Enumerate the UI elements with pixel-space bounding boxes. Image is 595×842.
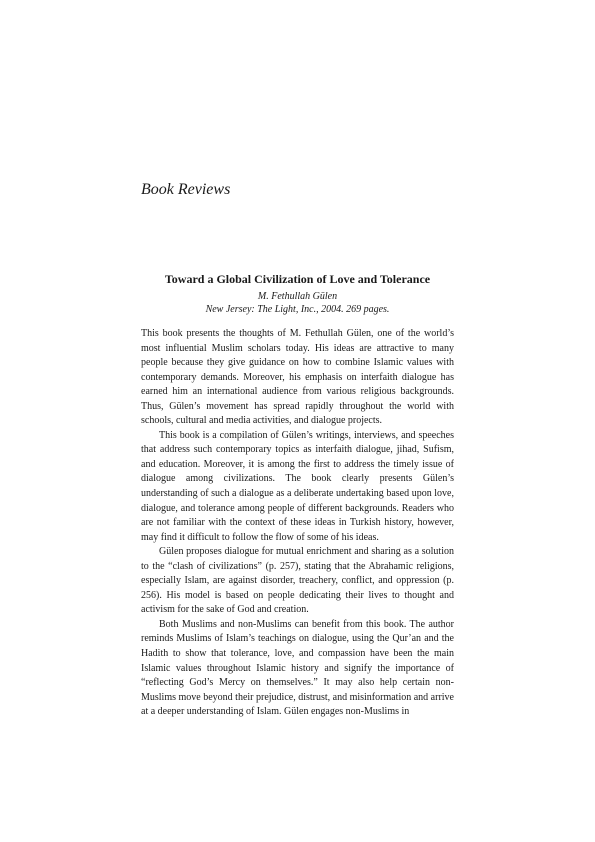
review-publication: New Jersey: The Light, Inc., 2004. 269 pages. (205, 304, 390, 315)
review-body (141, 327, 454, 720)
paragraph: This book is a compilation of Gülen’s writings, interviews, and speeches that address such contemporary topics as interfaith dialogue, jihad, Sufism, and education. Moreover, it is among the first to address the timely issue of dialogue among civilizations. The book clearly presents Gülen’s understanding of such a dialogue as a deliberate undertaking based upon love, dialogue, and tolerance among people of different backgrounds. Readers who are not familiar with the context of these ideas in Turkish history, however, may find it difficult to follow the flow of some of his ideas. (141, 429, 454, 543)
review-title: Toward a Global Civilization of Love and Tolerance (164, 272, 431, 286)
review-author: M. Fethullah Gülen (257, 291, 338, 302)
paragraph: This book presents the thoughts of M. Fethullah Gülen, one of the world’s most influential Muslim scholars today. His ideas are attractive to many people because they give guidance on how to combine Islamic values with contemporary demands. Moreover, his emphasis on interfaith dialogue has earned him an international audience from various religious backgrounds. Thus, Gülen’s movement has spread rapidly throughout the world with schools, cultural and media activities, and dialogue projects. (141, 328, 454, 427)
review-header (141, 271, 454, 316)
section-title: Book Reviews (141, 181, 231, 198)
paragraph: Gülen proposes dialogue for mutual enrichment and sharing as a solution to the “clash of civilizations” (p. 257), stating that the Abrahamic religions, especially Islam, are against disorder, treachery, conflict, and oppression (p. 256). His model is based on people dedicating their lives to thought and activism for the sake of God and creation. (141, 546, 454, 616)
paragraph: Both Muslims and non-Muslims can benefit from this book. The author reminds Muslims of Islam’s teachings on dialogue, using the Qur’an and the Hadith to show that tolerance, love, and compassion have been the main Islamic values throughout Islamic history and signify the importance of “reflecting God’s Mercy on themselves.” It may also help certain non-Muslims move beyond their prejudice, distrust, and misinformation and arrive at a deeper understanding of Islam. Gülen engages non-Muslims in (141, 618, 454, 718)
